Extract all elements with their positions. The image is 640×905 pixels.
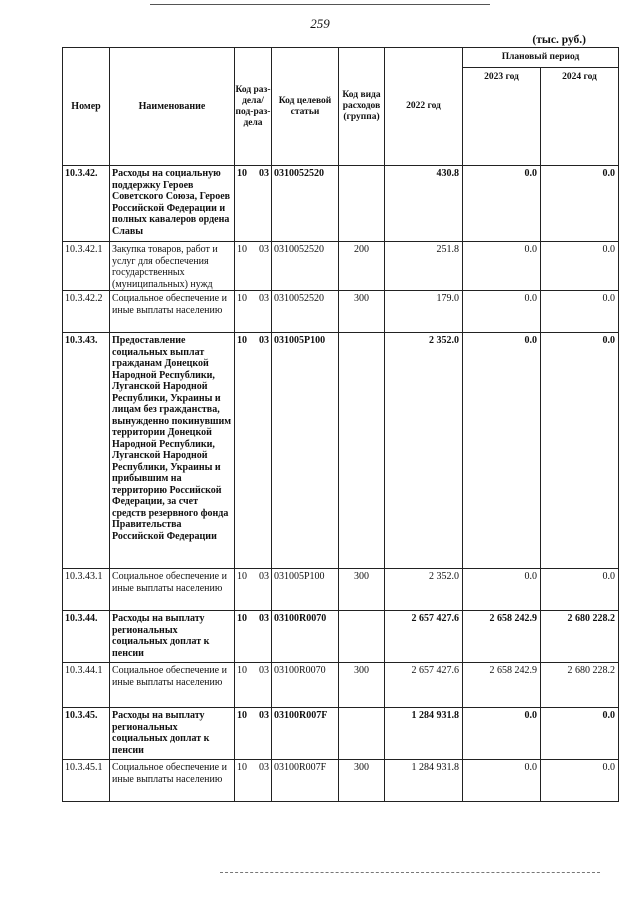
row-value-2023: 0.0 (463, 166, 541, 242)
row-value-2024: 0.0 (541, 708, 619, 760)
header-name: Наименование (110, 48, 235, 166)
row-name: Предоставление социальных выплат гражданам Донецкой Народной Республики, Луганской Народной Республики, Украины и лицам без гражданства, вынужденно покинувшим территории Донецкой Народной Республики, Луганской Народной Республики, Украины и прибывшим на территорию Российской Федерации, за счет средств резервного фонда Правительства Российской Федерации (110, 333, 235, 569)
row-section-code (235, 760, 272, 802)
table-row (63, 611, 619, 663)
row-value-2023: 0.0 (463, 242, 541, 291)
subsection-code: 03 (259, 293, 269, 304)
header-2022: 2022 год (385, 48, 463, 166)
row-number: 10.3.44. (63, 611, 110, 663)
row-number: 10.3.43. (63, 333, 110, 569)
row-name: Социальное обеспечение и иные выплаты населению (110, 291, 235, 333)
row-value-2023: 2 658 242.9 (463, 611, 541, 663)
row-expense-code: 200 (339, 242, 385, 291)
row-expense-code: 300 (339, 569, 385, 611)
table-row (63, 333, 619, 569)
row-section-code (235, 166, 272, 242)
page-number: 259 (310, 16, 330, 31)
row-section-code (235, 333, 272, 569)
row-value-2022: 2 352.0 (385, 569, 463, 611)
row-expense-code: 300 (339, 760, 385, 802)
row-value-2024: 0.0 (541, 242, 619, 291)
row-target-code: 03100R007F (272, 708, 339, 760)
row-value-2024: 0.0 (541, 166, 619, 242)
header-2023: 2023 год (463, 68, 541, 166)
header-section: Код раз-дела/ под-раз-дела (235, 48, 272, 166)
row-value-2022: 251.8 (385, 242, 463, 291)
section-code: 10 (237, 710, 247, 721)
row-expense-code: 300 (339, 291, 385, 333)
header-plan-period: Плановый период (463, 48, 619, 68)
subsection-code: 03 (259, 762, 269, 773)
header-target: Код целевой статьи (272, 48, 339, 166)
top-rule (150, 4, 490, 5)
row-number: 10.3.45.1 (63, 760, 110, 802)
row-number: 10.3.42.2 (63, 291, 110, 333)
row-target-code: 03100R0070 (272, 611, 339, 663)
row-section-code (235, 242, 272, 291)
row-expense-code: 300 (339, 663, 385, 708)
row-expense-code (339, 333, 385, 569)
section-code: 10 (237, 168, 247, 179)
header-number: Номер (63, 48, 110, 166)
subsection-code: 03 (259, 244, 269, 255)
row-name: Социальное обеспечение и иные выплаты населению (110, 760, 235, 802)
row-value-2024: 0.0 (541, 569, 619, 611)
row-name: Расходы на выплату региональных социальных доплат к пенсии (110, 708, 235, 760)
row-number: 10.3.45. (63, 708, 110, 760)
subsection-code: 03 (259, 613, 269, 624)
header-expense: Код вида расходов (группа) (339, 48, 385, 166)
row-section-code (235, 291, 272, 333)
row-value-2022: 2 352.0 (385, 333, 463, 569)
row-section-code (235, 708, 272, 760)
row-value-2023: 0.0 (463, 760, 541, 802)
row-value-2024: 0.0 (541, 291, 619, 333)
row-number: 10.3.42.1 (63, 242, 110, 291)
row-section-code (235, 663, 272, 708)
table-row (63, 291, 619, 333)
table-row (63, 708, 619, 760)
row-value-2022: 2 657 427.6 (385, 663, 463, 708)
row-target-code: 031005P100 (272, 569, 339, 611)
row-name: Социальное обеспечение и иные выплаты населению (110, 569, 235, 611)
table-row (63, 166, 619, 242)
row-section-code (235, 611, 272, 663)
units-label: (тыс. руб.) (532, 34, 586, 46)
row-value-2022: 1 284 931.8 (385, 760, 463, 802)
row-value-2022: 1 284 931.8 (385, 708, 463, 760)
row-target-code: 0310052520 (272, 242, 339, 291)
subsection-code: 03 (259, 571, 269, 582)
row-value-2023: 0.0 (463, 569, 541, 611)
section-code: 10 (237, 665, 247, 676)
header-2024: 2024 год (541, 68, 619, 166)
row-value-2024: 0.0 (541, 760, 619, 802)
row-name: Расходы на выплату региональных социальных доплат к пенсии (110, 611, 235, 663)
row-value-2023: 0.0 (463, 333, 541, 569)
table-row (63, 663, 619, 708)
row-value-2022: 179.0 (385, 291, 463, 333)
row-value-2023: 2 658 242.9 (463, 663, 541, 708)
subsection-code: 03 (259, 710, 269, 721)
row-target-code: 0310052520 (272, 291, 339, 333)
row-target-code: 031005P100 (272, 333, 339, 569)
footer-rule (220, 872, 600, 873)
row-number: 10.3.43.1 (63, 569, 110, 611)
section-code: 10 (237, 293, 247, 304)
row-value-2022: 2 657 427.6 (385, 611, 463, 663)
section-code: 10 (237, 762, 247, 773)
table-row (63, 242, 619, 291)
row-value-2022: 430.8 (385, 166, 463, 242)
table-row (63, 760, 619, 802)
row-expense-code (339, 166, 385, 242)
subsection-code: 03 (259, 665, 269, 676)
table-row (63, 569, 619, 611)
row-target-code: 0310052520 (272, 166, 339, 242)
section-code: 10 (237, 613, 247, 624)
section-code: 10 (237, 335, 247, 346)
row-value-2023: 0.0 (463, 708, 541, 760)
row-expense-code (339, 611, 385, 663)
row-target-code: 03100R0070 (272, 663, 339, 708)
row-value-2024: 2 680 228.2 (541, 611, 619, 663)
section-code: 10 (237, 571, 247, 582)
subsection-code: 03 (259, 335, 269, 346)
row-name: Закупка товаров, работ и услуг для обеспечения государственных (муниципальных) нужд (110, 242, 235, 291)
subsection-code: 03 (259, 168, 269, 179)
row-target-code: 03100R007F (272, 760, 339, 802)
row-value-2024: 0.0 (541, 333, 619, 569)
row-section-code (235, 569, 272, 611)
row-number: 10.3.44.1 (63, 663, 110, 708)
row-value-2023: 0.0 (463, 291, 541, 333)
section-code: 10 (237, 244, 247, 255)
row-value-2024: 2 680 228.2 (541, 663, 619, 708)
budget-table (62, 47, 619, 802)
row-name: Социальное обеспечение и иные выплаты населению (110, 663, 235, 708)
row-number: 10.3.42. (63, 166, 110, 242)
row-expense-code (339, 708, 385, 760)
row-name: Расходы на социальную поддержку Героев Советского Союза, Героев Российской Федерации и полных кавалеров ордена Славы (110, 166, 235, 242)
